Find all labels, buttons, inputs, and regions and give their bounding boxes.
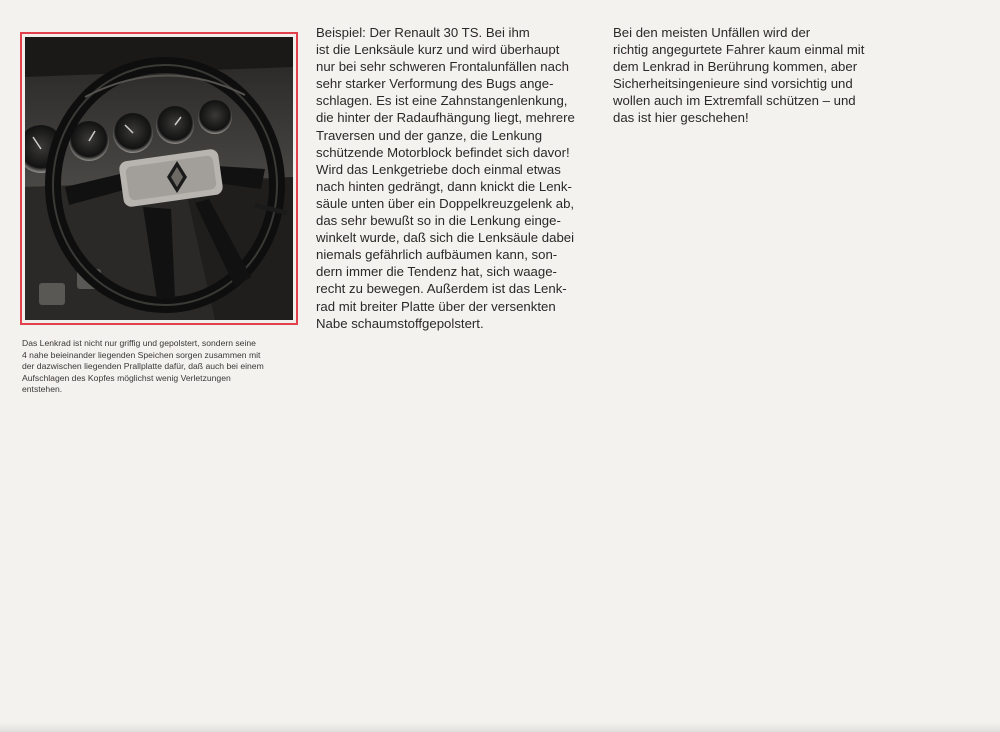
photo-caption: Das Lenkrad ist nicht nur griffig und gepolstert, sondern seine 4 nahe beieinander liegenden Speichen sorgen zusammen mit der dazwischen liegenden Prallplatte dafür, daß auch bei einem Aufschlagen des Kopfes möglichst wenig Verletzungen entstehen. [22,338,264,395]
body-text-column-middle: Beispiel: Der Renault 30 TS. Bei ihm ist die Lenksäule kurz und wird überhaupt nur bei sehr schweren Frontalunfällen nach sehr starker Verformung des Bugs ange- schlagen. Es ist eine Zahnstangenlenkung, die hinter der Radaufhängung liegt, mehrere Traversen und der ganze, die Lenkung schützende Motorblock befindet sich davor! Wird das Lenkgetriebe doch einmal etwas nach hinten gedrängt, dann knickt die Lenk- säule unten über ein Doppelkreuzgelenk ab, das sehr bewußt so in die Lenkung einge- winkelt wurde, daß sich die Lenksäule dabei niemals gefährlich aufbäumen kann, son- dern immer die Tendenz hat, sich waage- recht zu bewegen. Außerdem ist das Lenk- rad mit breiter Platte über der versenkten Nabe schaumstoffgepolstert. [316,25,575,331]
body-text-column-right: Bei den meisten Unfällen wird der richtig angegurtete Fahrer kaum einmal mit dem Lenkrad in Berührung kommen, aber Sicherheitsingenieure sind vorsichtig und wollen auch im Extremfall schützen – und das ist hier geschehen! [613,25,865,126]
steering-wheel-photo [20,32,298,325]
page-bottom-shadow [0,722,1000,732]
steering-wheel-image [25,37,293,320]
